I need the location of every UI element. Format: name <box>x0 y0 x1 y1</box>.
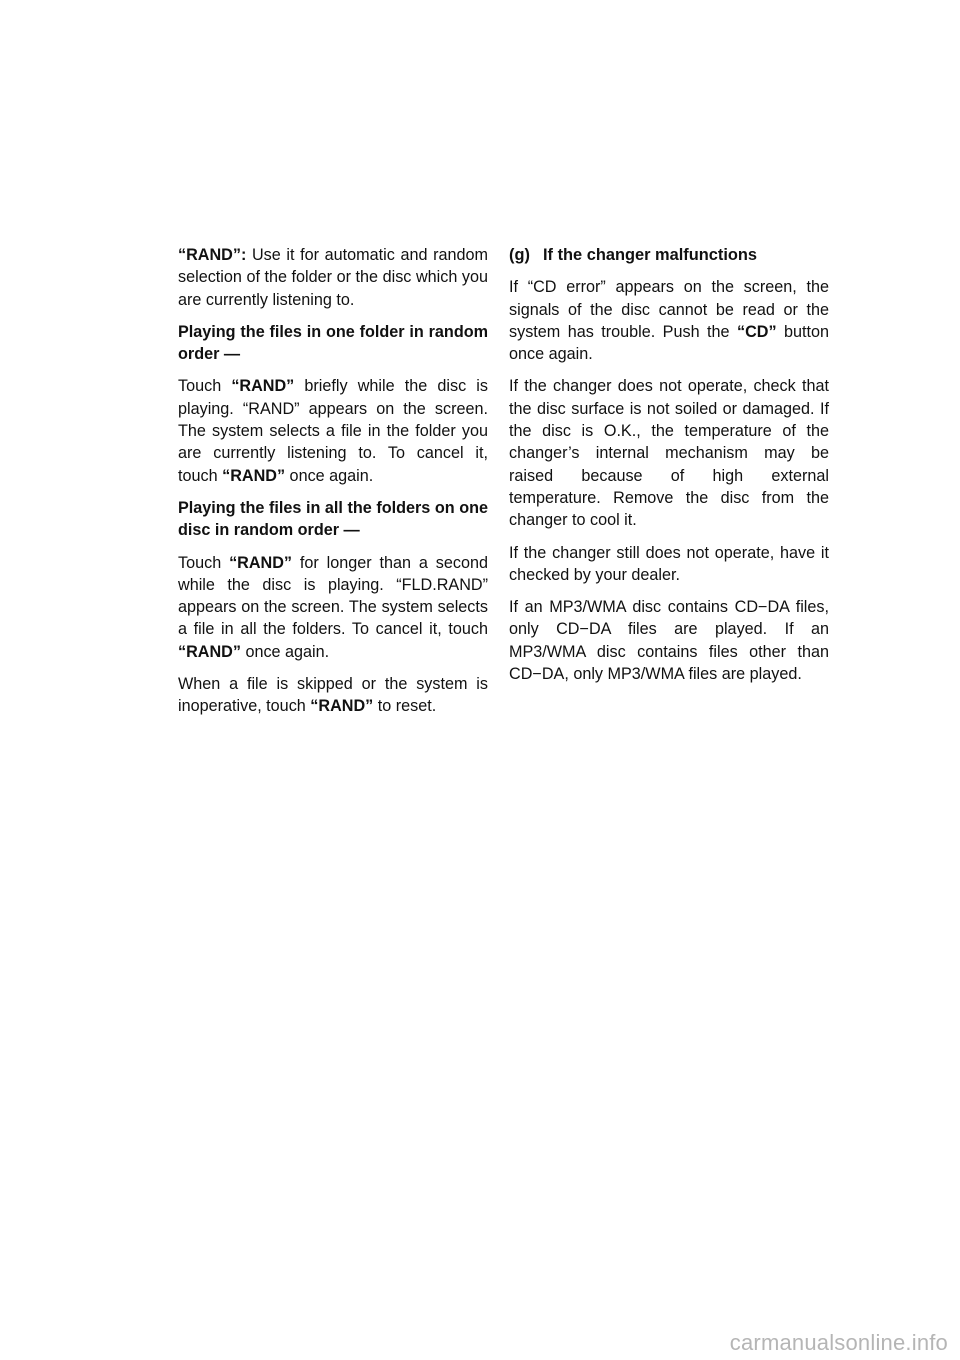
right-column <box>509 244 829 685</box>
reset-note: When a file is skipped or the system is inoperative, touch “RAND” to reset. <box>178 675 488 716</box>
mp3-wma-paragraph: If an MP3/WMA disc contains CD−DA files, only CD−DA files are played. If an MP3/WMA disc contains files other than CD−DA, only MP3/WMA files are played. <box>509 598 829 684</box>
random-disc-instructions: Touch “RAND” for longer than a second while the disc is playing. “FLD.RAND” appears on the screen. The system selects a file in all the folders. To cancel it, touch “RAND” once again. <box>178 553 488 661</box>
changer-not-operate-paragraph: If the changer does not operate, check that the disc surface is not soiled or damaged. If the disc is O.K., the temperature of the changer’s internal mechanism may be raised because of high external temperature. Remove the disc from the changer to cool it. <box>509 377 829 530</box>
section-heading-changer-malfunctions: (g) If the changer malfunctions <box>509 246 758 264</box>
random-folder-instructions: Touch “RAND” briefly while the disc is playing. “RAND” appears on the screen. The system selects a file in the folder you are currently listening to. To cancel it, touch “RAND” once again. <box>178 377 488 485</box>
left-column <box>178 244 488 718</box>
cd-error-paragraph: If “CD error” appears on the screen, the signals of the disc cannot be read or the system has trouble. Push the “CD” button once again. <box>509 278 829 364</box>
heading-random-folder: Playing the files in one folder in random order — <box>178 322 488 364</box>
dealer-check-paragraph: If the changer still does not operate, have it checked by your dealer. <box>509 543 829 584</box>
rand-description: “RAND”: Use it for automatic and random selection of the folder or the disc which you are currently listening to. <box>178 246 488 309</box>
heading-random-disc: Playing the files in all the folders on one disc in random order — <box>178 498 488 540</box>
watermark: carmanualsonline.info <box>729 1330 948 1355</box>
